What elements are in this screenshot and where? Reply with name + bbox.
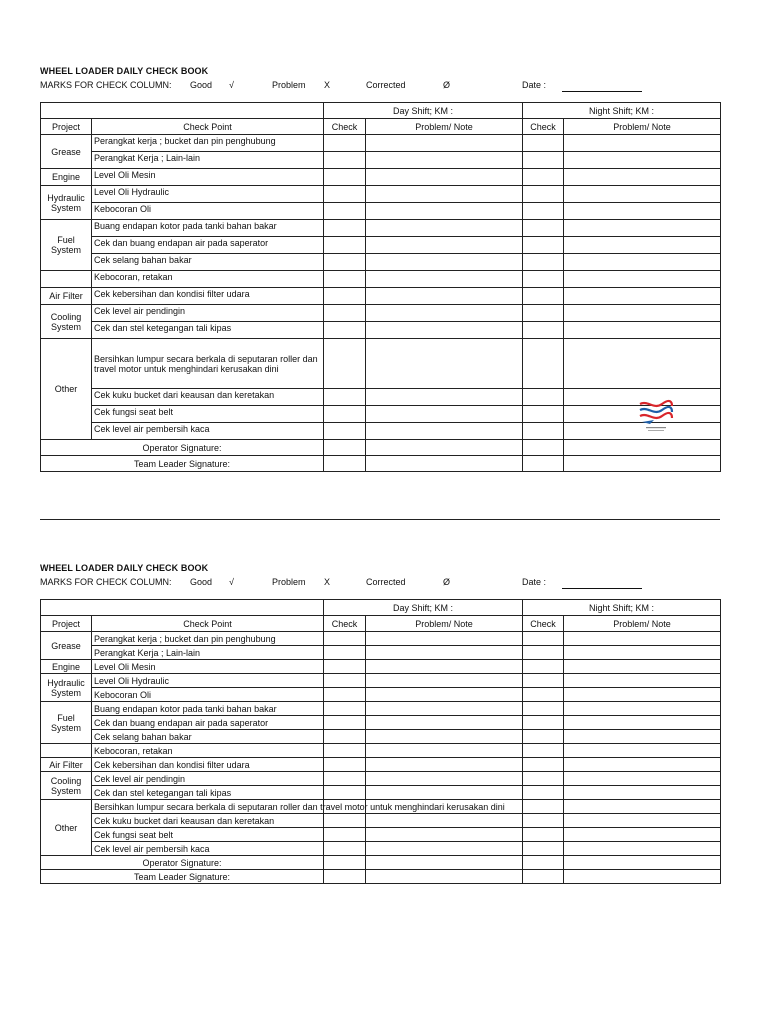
checkpoint-item: Perangkat kerja ; bucket dan pin penghubung	[92, 135, 324, 152]
night-check-cell[interactable]	[523, 842, 564, 856]
table-row	[41, 152, 721, 169]
table-row	[41, 186, 721, 203]
day-note-cell[interactable]	[366, 632, 523, 646]
problem-symbol: X	[324, 577, 331, 587]
day-note-cell[interactable]	[366, 169, 523, 186]
night-note-cell[interactable]	[564, 786, 721, 800]
checkpoint-item: Cek level air pendingin	[92, 772, 324, 786]
table-row	[41, 456, 721, 472]
day-check-cell[interactable]	[324, 305, 366, 322]
night-note-cell[interactable]	[564, 203, 721, 220]
night-note-cell[interactable]	[564, 744, 721, 758]
day-note-cell[interactable]	[366, 254, 523, 271]
day-problem-header: Problem/ Note	[366, 616, 523, 632]
day-check-cell[interactable]	[324, 135, 366, 152]
checkpoint-item: Kebocoran Oli	[92, 203, 324, 220]
night-note-cell[interactable]	[564, 688, 721, 702]
night-check-cell[interactable]	[523, 456, 564, 472]
checkpoint-item: Bersihkan lumpur secara berkala di seputaran roller dan travel motor untuk menghindari kerusakan dini	[92, 800, 324, 814]
night-check-header: Check	[523, 616, 564, 632]
checkpoint-item: Perangkat Kerja ; Lain-lain	[92, 152, 324, 169]
night-check-cell[interactable]	[523, 646, 564, 660]
night-note-cell[interactable]	[564, 660, 721, 674]
day-check-cell[interactable]	[324, 786, 366, 800]
group-hydraulic: Hydraulic System	[41, 674, 92, 702]
day-note-cell[interactable]	[366, 646, 523, 660]
group-air-filter: Air Filter	[41, 288, 92, 305]
check-sheet-top	[40, 66, 720, 472]
checkpoint-item: Cek level air pendingin	[92, 305, 324, 322]
group-hydraulic: Hydraulic System	[41, 186, 92, 220]
night-note-cell[interactable]	[564, 220, 721, 237]
operator-signature-label: Operator Signature:	[41, 856, 324, 870]
night-check-cell[interactable]	[523, 814, 564, 828]
night-check-cell[interactable]	[523, 688, 564, 702]
check-sheet-bottom	[40, 563, 720, 884]
marks-legend	[40, 79, 720, 99]
night-check-cell[interactable]	[523, 423, 564, 440]
night-check-cell[interactable]	[523, 702, 564, 716]
night-note-cell[interactable]	[564, 271, 721, 288]
table-row	[41, 702, 721, 716]
night-note-cell[interactable]	[564, 440, 721, 456]
night-check-cell[interactable]	[523, 389, 564, 406]
day-check-cell[interactable]	[324, 456, 366, 472]
good-label: Good	[190, 577, 213, 587]
day-note-cell[interactable]	[366, 772, 523, 786]
day-note-cell[interactable]	[366, 322, 523, 339]
checkpoint-item: Kebocoran, retakan	[92, 744, 324, 758]
day-check-cell[interactable]	[324, 288, 366, 305]
group-other: Other	[41, 339, 92, 440]
day-note-cell[interactable]	[366, 186, 523, 203]
night-note-cell[interactable]	[564, 322, 721, 339]
checkpoint-item: Level Oli Hydraulic	[92, 186, 324, 203]
day-check-cell[interactable]	[324, 814, 366, 828]
night-note-cell[interactable]	[564, 674, 721, 688]
page-divider	[40, 519, 720, 520]
day-check-cell[interactable]	[324, 716, 366, 730]
day-check-header: Check	[324, 616, 366, 632]
night-check-cell[interactable]	[523, 135, 564, 152]
table-row	[41, 814, 721, 828]
day-note-cell[interactable]	[366, 440, 523, 456]
table-row	[41, 716, 721, 730]
table-row	[41, 288, 721, 305]
team-leader-signature-label: Team Leader Signature:	[41, 870, 324, 884]
table-row	[41, 730, 721, 744]
table-row	[41, 646, 721, 660]
night-note-cell[interactable]	[564, 169, 721, 186]
table-row	[41, 220, 721, 237]
checkpoint-item: Cek level air pembersih kaca	[92, 842, 324, 856]
checkpoint-item: Perangkat kerja ; bucket dan pin penghubung	[92, 632, 324, 646]
group-fuel: Fuel System	[41, 702, 92, 744]
project-header: Project	[41, 616, 92, 632]
day-note-cell[interactable]	[366, 271, 523, 288]
table-row	[41, 389, 721, 406]
problem-label: Problem	[272, 577, 306, 587]
table-row	[41, 772, 721, 786]
night-shift-header[interactable]: Night Shift; KM :	[523, 103, 721, 119]
group-grease: Grease	[41, 632, 92, 660]
checkpoint-item: Cek fungsi seat belt	[92, 406, 324, 423]
checkpoint-item: Cek level air pembersih kaca	[92, 423, 324, 440]
night-note-cell[interactable]	[564, 237, 721, 254]
table-row	[41, 758, 721, 772]
day-check-cell[interactable]	[324, 254, 366, 271]
night-note-cell[interactable]	[564, 305, 721, 322]
date-label: Date :	[522, 577, 547, 587]
day-note-cell[interactable]	[366, 203, 523, 220]
day-check-cell[interactable]	[324, 220, 366, 237]
group-air-filter: Air Filter	[41, 758, 92, 772]
night-check-cell[interactable]	[523, 305, 564, 322]
problem-symbol: X	[324, 80, 331, 90]
night-check-cell[interactable]	[523, 406, 564, 423]
corrected-symbol: Ø	[443, 577, 451, 587]
day-check-cell[interactable]	[324, 406, 366, 423]
checkpoint-item: Level Oli Mesin	[92, 169, 324, 186]
table-row	[41, 842, 721, 856]
checkpoint-item: Level Oli Mesin	[92, 660, 324, 674]
group-grease: Grease	[41, 135, 92, 169]
table-row	[41, 828, 721, 842]
night-note-cell[interactable]	[564, 828, 721, 842]
night-check-cell[interactable]	[523, 800, 564, 814]
corrected-label: Corrected	[366, 577, 406, 587]
date-field[interactable]	[562, 91, 642, 92]
day-check-cell[interactable]	[324, 632, 366, 646]
group-engine: Engine	[41, 660, 92, 674]
check-table	[40, 599, 721, 884]
table-row	[41, 744, 721, 758]
table-row	[41, 660, 721, 674]
day-check-cell[interactable]	[324, 870, 366, 884]
table-row	[41, 322, 721, 339]
day-note-cell[interactable]	[366, 786, 523, 800]
table-row	[41, 688, 721, 702]
day-note-cell[interactable]	[366, 688, 523, 702]
group-cooling: Cooling System	[41, 772, 92, 800]
day-note-cell[interactable]	[366, 856, 523, 870]
day-check-cell[interactable]	[324, 646, 366, 660]
blank-header-cell	[41, 103, 324, 119]
operator-signature-label: Operator Signature:	[41, 440, 324, 456]
day-check-cell[interactable]	[324, 772, 366, 786]
day-note-cell[interactable]	[366, 423, 523, 440]
day-note-cell[interactable]	[366, 152, 523, 169]
checkpoint-item: Cek dan buang endapan air pada saperator	[92, 716, 324, 730]
checkpoint-item: Cek kuku bucket dari keausan dan keretakan	[92, 814, 324, 828]
day-note-cell[interactable]	[366, 339, 523, 389]
night-note-cell[interactable]	[564, 632, 721, 646]
day-check-cell[interactable]	[324, 423, 366, 440]
day-note-cell[interactable]	[366, 135, 523, 152]
night-note-cell[interactable]	[564, 702, 721, 716]
day-check-cell[interactable]	[324, 322, 366, 339]
day-check-cell[interactable]	[324, 688, 366, 702]
day-check-cell[interactable]	[324, 169, 366, 186]
day-check-cell[interactable]	[324, 271, 366, 288]
group-fuel: Fuel System	[41, 220, 92, 271]
night-shift-header[interactable]: Night Shift; KM :	[523, 600, 721, 616]
project-header: Project	[41, 119, 92, 135]
day-note-cell[interactable]	[366, 660, 523, 674]
night-note-cell[interactable]	[564, 254, 721, 271]
table-row	[41, 870, 721, 884]
day-note-cell[interactable]	[366, 702, 523, 716]
night-check-cell[interactable]	[523, 828, 564, 842]
table-row	[41, 632, 721, 646]
day-check-cell[interactable]	[324, 856, 366, 870]
night-check-header: Check	[523, 119, 564, 135]
table-row	[41, 423, 721, 440]
night-check-cell[interactable]	[523, 254, 564, 271]
night-check-cell[interactable]	[523, 237, 564, 254]
corrected-symbol: Ø	[443, 80, 451, 90]
team-leader-signature-label: Team Leader Signature:	[41, 456, 324, 472]
checkpoint-item: Level Oli Hydraulic	[92, 674, 324, 688]
checkpoint-item: Cek selang bahan bakar	[92, 730, 324, 744]
table-row	[41, 203, 721, 220]
day-note-cell[interactable]	[366, 220, 523, 237]
good-symbol: √	[229, 80, 234, 90]
checkpoint-item: Cek kebersihan dan kondisi filter udara	[92, 288, 324, 305]
day-check-cell[interactable]	[324, 828, 366, 842]
marks-label: MARKS FOR CHECK COLUMN:	[40, 577, 172, 587]
group-cooling: Cooling System	[41, 305, 92, 339]
night-check-cell[interactable]	[523, 744, 564, 758]
day-note-cell[interactable]	[366, 406, 523, 423]
checkpoint-item: Cek kuku bucket dari keausan dan keretakan	[92, 389, 324, 406]
night-note-cell[interactable]	[564, 716, 721, 730]
checkpoint-item: Cek dan stel ketegangan tali kipas	[92, 786, 324, 800]
night-check-cell[interactable]	[523, 870, 564, 884]
table-row	[41, 237, 721, 254]
day-check-header: Check	[324, 119, 366, 135]
day-check-cell[interactable]	[324, 152, 366, 169]
day-check-cell[interactable]	[324, 758, 366, 772]
group-other: Other	[41, 800, 92, 856]
day-check-cell[interactable]	[324, 440, 366, 456]
day-problem-header: Problem/ Note	[366, 119, 523, 135]
checkpoint-item: Cek dan buang endapan air pada saperator	[92, 237, 324, 254]
table-row	[41, 169, 721, 186]
day-note-cell[interactable]	[366, 828, 523, 842]
day-check-cell[interactable]	[324, 702, 366, 716]
night-check-cell[interactable]	[523, 152, 564, 169]
day-note-cell[interactable]	[366, 237, 523, 254]
night-note-cell[interactable]	[564, 339, 721, 389]
night-check-cell[interactable]	[523, 716, 564, 730]
check-table	[40, 102, 721, 472]
night-note-cell[interactable]	[564, 758, 721, 772]
day-note-cell[interactable]	[366, 305, 523, 322]
night-check-cell[interactable]	[523, 660, 564, 674]
night-check-cell[interactable]	[523, 339, 564, 389]
night-check-cell[interactable]	[523, 288, 564, 305]
checkpoint-item: Buang endapan kotor pada tanki bahan bakar	[92, 702, 324, 716]
problem-label: Problem	[272, 80, 306, 90]
night-problem-header: Problem/ Note	[564, 616, 721, 632]
table-row	[41, 856, 721, 870]
day-check-cell[interactable]	[324, 842, 366, 856]
checkpoint-item: Bersihkan lumpur secara berkala di seputaran roller dan travel motor untuk menghindari kerusakan dini	[92, 339, 324, 389]
day-check-cell[interactable]	[324, 237, 366, 254]
good-symbol: √	[229, 577, 234, 587]
night-check-cell[interactable]	[523, 786, 564, 800]
night-check-cell[interactable]	[523, 730, 564, 744]
night-note-cell[interactable]	[564, 456, 721, 472]
table-row	[41, 135, 721, 152]
night-check-cell[interactable]	[523, 758, 564, 772]
checkpoint-item: Cek kebersihan dan kondisi filter udara	[92, 758, 324, 772]
day-check-cell[interactable]	[324, 674, 366, 688]
table-row	[41, 271, 721, 288]
night-check-cell[interactable]	[523, 169, 564, 186]
checkpoint-header: Check Point	[92, 119, 324, 135]
day-note-cell[interactable]	[366, 674, 523, 688]
day-check-cell[interactable]	[324, 339, 366, 389]
night-note-cell[interactable]	[564, 814, 721, 828]
day-check-cell[interactable]	[324, 186, 366, 203]
day-check-cell[interactable]	[324, 389, 366, 406]
day-shift-header[interactable]: Day Shift; KM :	[324, 103, 523, 119]
table-row	[41, 440, 721, 456]
night-check-cell[interactable]	[523, 220, 564, 237]
checkpoint-item: Perangkat Kerja ; Lain-lain	[92, 646, 324, 660]
night-note-cell[interactable]	[564, 288, 721, 305]
day-check-cell[interactable]	[324, 660, 366, 674]
night-note-cell[interactable]	[564, 800, 721, 814]
night-note-cell[interactable]	[564, 646, 721, 660]
day-note-cell[interactable]	[366, 870, 523, 884]
table-row	[41, 254, 721, 271]
good-label: Good	[190, 80, 213, 90]
checkpoint-header: Check Point	[92, 616, 324, 632]
day-note-cell[interactable]	[366, 456, 523, 472]
day-note-cell[interactable]	[366, 288, 523, 305]
table-row	[41, 786, 721, 800]
date-field[interactable]	[562, 588, 642, 589]
night-check-cell[interactable]	[523, 271, 564, 288]
checkpoint-item: Kebocoran, retakan	[92, 271, 324, 288]
table-row	[41, 800, 721, 814]
marks-legend	[40, 576, 720, 596]
night-note-cell[interactable]	[564, 842, 721, 856]
night-check-cell[interactable]	[523, 772, 564, 786]
form-title: WHEEL LOADER DAILY CHECK BOOK	[40, 66, 209, 76]
night-note-cell[interactable]	[564, 152, 721, 169]
blank-header-cell	[41, 600, 324, 616]
night-note-cell[interactable]	[564, 135, 721, 152]
checkpoint-item: Kebocoran Oli	[92, 688, 324, 702]
night-check-cell[interactable]	[523, 440, 564, 456]
day-note-cell[interactable]	[366, 744, 523, 758]
night-note-cell[interactable]	[564, 730, 721, 744]
night-note-cell[interactable]	[564, 870, 721, 884]
table-row	[41, 674, 721, 688]
table-row	[41, 339, 721, 389]
day-note-cell[interactable]	[366, 730, 523, 744]
date-label: Date :	[522, 80, 547, 90]
checkpoint-item: Cek fungsi seat belt	[92, 828, 324, 842]
night-check-cell[interactable]	[523, 186, 564, 203]
checkpoint-item: Cek dan stel ketegangan tali kipas	[92, 322, 324, 339]
day-check-cell[interactable]	[324, 730, 366, 744]
night-check-cell[interactable]	[523, 674, 564, 688]
night-problem-header: Problem/ Note	[564, 119, 721, 135]
night-note-cell[interactable]	[564, 856, 721, 870]
night-note-cell[interactable]	[564, 186, 721, 203]
night-check-cell[interactable]	[523, 856, 564, 870]
form-title: WHEEL LOADER DAILY CHECK BOOK	[40, 563, 209, 573]
table-row	[41, 305, 721, 322]
day-shift-header[interactable]: Day Shift; KM :	[324, 600, 523, 616]
day-check-cell[interactable]	[324, 203, 366, 220]
table-row	[41, 406, 721, 423]
marks-label: MARKS FOR CHECK COLUMN:	[40, 80, 172, 90]
checkpoint-item: Buang endapan kotor pada tanki bahan bakar	[92, 220, 324, 237]
night-check-cell[interactable]	[523, 632, 564, 646]
company-logo-icon	[638, 398, 674, 434]
day-check-cell[interactable]	[324, 744, 366, 758]
group-blank	[41, 744, 92, 758]
day-note-cell[interactable]	[366, 389, 523, 406]
day-note-cell[interactable]	[366, 814, 523, 828]
group-engine: Engine	[41, 169, 92, 186]
day-note-cell[interactable]	[366, 716, 523, 730]
night-check-cell[interactable]	[523, 203, 564, 220]
day-note-cell[interactable]	[366, 842, 523, 856]
corrected-label: Corrected	[366, 80, 406, 90]
checkpoint-item: Cek selang bahan bakar	[92, 254, 324, 271]
night-note-cell[interactable]	[564, 772, 721, 786]
group-blank	[41, 271, 92, 288]
day-note-cell[interactable]	[366, 758, 523, 772]
night-check-cell[interactable]	[523, 322, 564, 339]
